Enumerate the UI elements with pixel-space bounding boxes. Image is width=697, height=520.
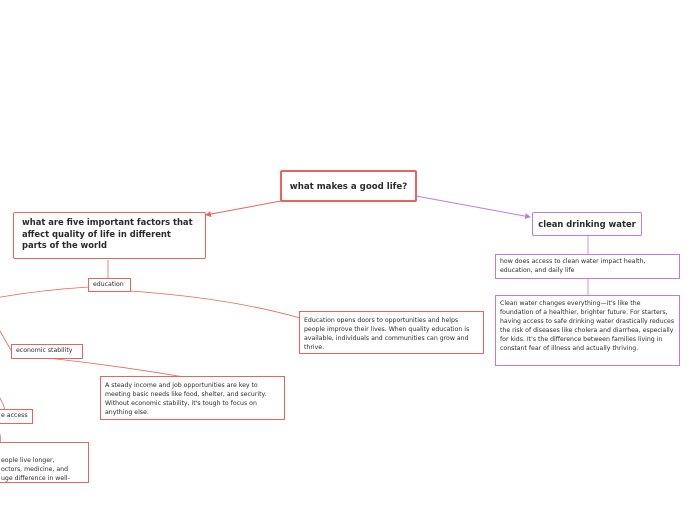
education-description-text: Education opens doors to opportunities and helps people improve their lives. When quality education is available, individuals and communities can grow and thrive. — [304, 317, 470, 351]
central-topic[interactable] — [280, 170, 417, 202]
link-central-right — [416, 196, 530, 217]
health-description-text: eople live longer, octors, medicine, and uge difference in well- — [1, 457, 70, 482]
subtopic-economic-stability[interactable] — [11, 344, 83, 359]
health-description[interactable] — [0, 442, 89, 483]
subtopic-health-access-label: e access — [1, 412, 28, 419]
subtopic-economic-stability-label: economic stability — [16, 347, 73, 354]
education-description[interactable] — [299, 311, 484, 354]
subtopic-education-label: education — [93, 281, 124, 288]
link-education-offscreen — [0, 287, 89, 298]
link-education-text — [130, 291, 300, 318]
economic-description[interactable] — [100, 376, 285, 420]
link-central-left — [206, 201, 281, 215]
water-answer-text: Clean water changes everything—it's like the foundation of a healthier, brighter future. For starters, having access to safe drinking water drastically reduces the risk of diseases like cholera and diarrhea, especially for kids. It's the difference between families living in constant fear of illness and actually thriving. — [500, 300, 675, 352]
link-economic-text — [48, 358, 190, 378]
water-question[interactable] — [495, 254, 680, 279]
water-question-text: how does access to clean water impact health, education, and daily life — [500, 258, 646, 274]
link-branch-health — [0, 390, 5, 410]
topic-clean-water[interactable] — [532, 212, 642, 236]
economic-description-text: A steady income and job opportunities are key to meeting basic needs like food, shelter, and security. Without economic stability, it's tough to focus on anything else. — [105, 382, 267, 416]
water-answer[interactable] — [495, 295, 680, 366]
topic-five-factors-label: what are five important factors that affect quality of life in different parts of the world — [22, 217, 193, 250]
topic-clean-water-label: clean drinking water — [538, 219, 636, 229]
topic-five-factors[interactable] — [13, 212, 206, 259]
central-topic-label: what makes a good life? — [289, 182, 408, 192]
subtopic-education[interactable] — [88, 278, 131, 292]
subtopic-health-access[interactable] — [0, 409, 33, 424]
